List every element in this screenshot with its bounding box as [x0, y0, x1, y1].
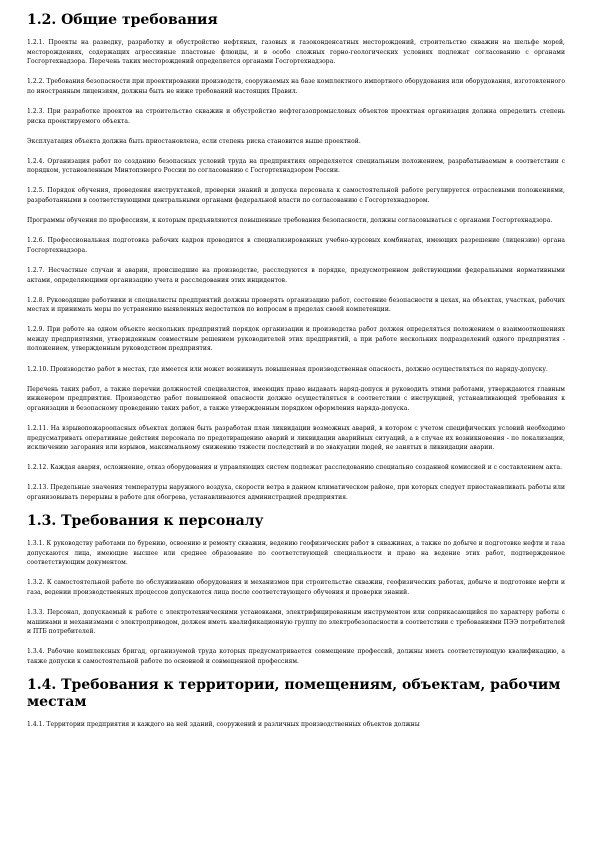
paragraph: 1.3.3. Персонал, допускаемый к работе с электротехническими установками, электрифицированным инструментом или соприкасающийся по характеру работы с машинами и механизмами с электроприводом, должен иметь квалификационную группу по электробезопасности в соответствии с требованиями ПЭЭ потребителей и ПТБ потребителей.	[27, 608, 565, 636]
paragraph: Эксплуатация объекта должна быть приостановлена, если степень риска становится выше проектной.	[27, 137, 361, 145]
paragraph: 1.2.6. Профессиональная подготовка рабочих кадров проводится в специализированных учебно-курсовых комбинатах, имеющих разрешение (лицензию) органа Госгортехнадзора.	[27, 237, 565, 254]
paragraph: 1.4.1. Территории предприятия и каждого на ней зданий, сооружений и различных производственных объектов должны	[27, 720, 420, 728]
paragraph: 1.2.8. Руководящие работники и специалисты предприятий должны проверять организацию работ, состояние безопасности в цехах, на объектах, участках, рабочих местах и принимать меры по устранению выявленных недостатков по вопросам в пределах своей компетенции.	[27, 296, 565, 314]
section-heading: 1.4. Требования к территории, помещениям, объектам, рабочим местам	[27, 676, 561, 710]
paragraph: 1.2.10. Производство работ в местах, где имеется или может возникнуть повышенная производственная опасность, должно осуществляться по наряду-допуску.	[27, 365, 548, 373]
paragraph: 1.2.2. Требования безопасности при проектировании производств, сооружаемых на базе комплектного импортного оборудования или оборудования, изготовленного по иностранным лицензиям, должны быть не ниже требований настоящих Правил.	[27, 78, 565, 95]
section-heading: 1.3. Требования к персоналу	[27, 513, 264, 529]
paragraph: 1.2.4. Организация работ по созданию безопасных условий труда на предприятиях определяется специальным положением, разрабатываемым в соответствии с порядком, установленным Минтопэнерго России по согласованию с Госгортехнадзором России.	[27, 157, 565, 175]
paragraph: 1.3.2. К самостоятельной работе по обслуживанию оборудования и механизмов при строительстве скважин, геофизических работах, добыче и подготовке нефти и газа, ведении производственных процессов допускаются лица после соответствующего обучения и проверки знаний.	[27, 579, 565, 596]
paragraph: 1.2.3. При разработке проектов на строительство скважин и обустройство нефтегазопромысловых объектов проектная организация должна определить степень риска проектируемого объекта.	[27, 107, 565, 125]
paragraph: 1.2.1. Проекты на разведку, разработку и обустройство нефтяных, газовых и газоконденсатных месторождений, строительство скважин на шельфе морей, месторождениях, содержащих агрессивные пластовые флюиды, и в особо сложных горно-геологических условиях подлежат согласованию с органами Госгортехнадзора. Перечень таких месторождений определяется органами Госгортехнадзора.	[27, 39, 565, 66]
paragraph: 1.2.7. Несчастные случаи и аварии, происшедшие на производстве, расследуются в порядке, предусмотренном действующими федеральными нормативными актами, определяющими организацию учета и расследования этих инцидентов.	[27, 266, 565, 284]
paragraph: 1.2.5. Порядок обучения, проведения инструктажей, проверки знаний и допуска персонала к самостоятельной работе регулируется отраслевыми положениями, разработанными в соответствующими центральными органами федеральной власти по согласованию с Госгортехнадзором.	[27, 187, 565, 205]
paragraph: 1.2.9. При работе на одном объекте нескольких предприятий порядок организации и производства работ должен определяться положением о взаимоотношениях между предприятиями, утвержденным совместным решением руководителей этих предприятий, а при работе нескольких подразделений одного предприятия - положением, утвержденным руководством предприятия.	[27, 326, 565, 353]
paragraph: 1.2.11. На взрывопожароопасных объектах должен быть разработан план ликвидации возможных аварий, в котором с учетом специфических условий необходимо предусматривать оперативные действия персонала по предотвращению аварий и ликвидации аварийных ситуаций, а в случае их возникновения - по локализации, исключению загорания или взрывов, максимальному снижению тяжести последствий и по эвакуации людей, не занятых в ликвидации аварии.	[27, 424, 565, 452]
section-heading: 1.2. Общие требования	[27, 12, 218, 28]
paragraph: 1.3.4. Рабочие комплексных бригад, организуемой труда которых предусматривается совмещение профессий, должны иметь соответствующую квалификацию, а также допуски к самостоятельной работе по основной и совмещенной профессиям.	[27, 648, 565, 665]
paragraph: Программы обучения по профессиям, к которым предъявляются повышенные требования безопасности, должны согласовываться с органами Госгортехнадзора.	[27, 217, 553, 225]
paragraph: Перечень таких работ, а также перечни должностей специалистов, имеющих право выдавать наряд-допуск и руководить этими работами, утверждаются главным инженером предприятия. Производство работ повышенной опасности должно осуществляться в соответствии с инструкцией, устанавливающей требования к организации и безопасному проведению таких работ, а также утвержденным порядком оформления наряда-допуска.	[27, 385, 565, 412]
paragraph: 1.2.12. Каждая авария, осложнение, отказ оборудования и управляющих систем подлежат расследованию специально созданной комиссией и с составлением акта.	[27, 464, 563, 472]
paragraph: 1.3.1. К руководству работами по бурению, освоению и ремонту скважин, ведению геофизических работ в скважинах, а также по добыче и подготовке нефти и газа допускаются лица, имеющие высшее или среднее образование по соответствующей специальности и право на ведение этих работ, подтвержденное соответствующим документом.	[27, 540, 565, 567]
paragraph: 1.2.13. Предельные значения температуры наружного воздуха, скорости ветра в данном климатическом районе, при которых следует приостанавливать работы или организовывать перерывы в работе для обогрева, устанавливаются администрацией предприятия.	[27, 484, 565, 501]
